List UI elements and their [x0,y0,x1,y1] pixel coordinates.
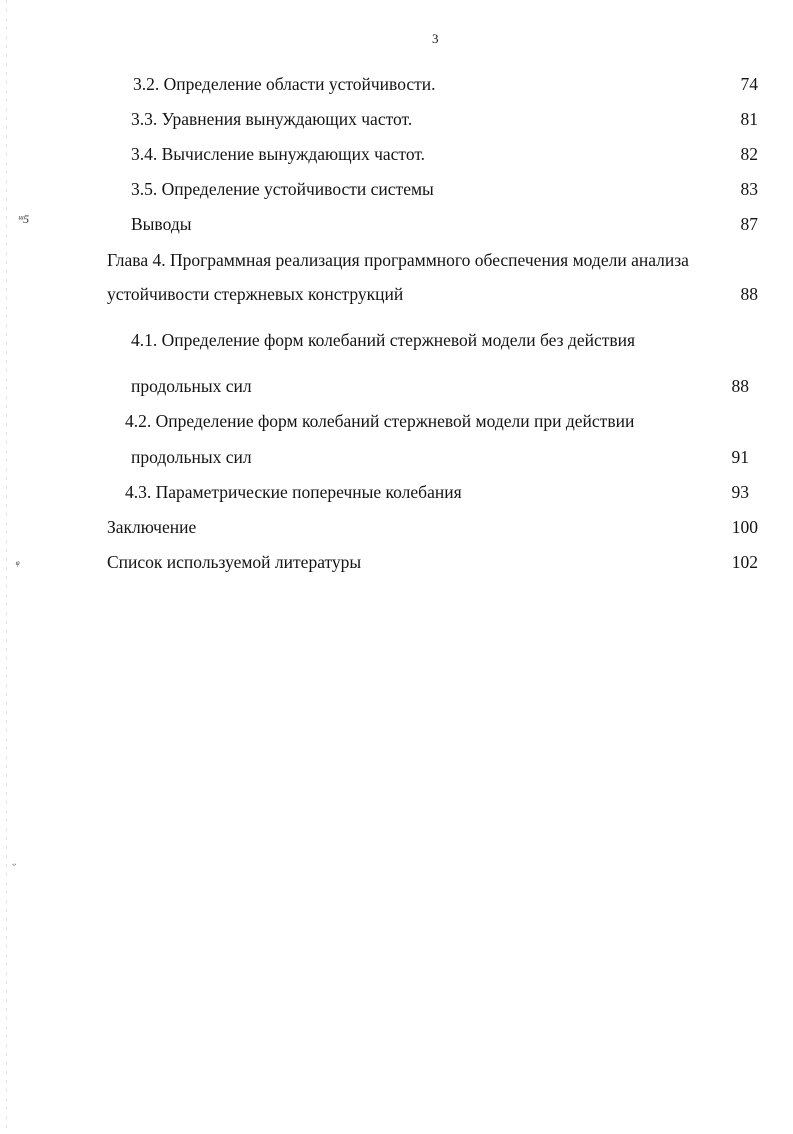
scan-artifact-mark: ᵕ [12,858,16,872]
toc-entry-title: Список используемой литературы [107,552,362,572]
toc-entry-title-line1: 4.1. Определение форм колебаний стержневой модели без действия [131,330,636,350]
toc-entry-title: 3.3. Уравнения вынуждающих частот. [131,109,413,129]
toc-entry-page: 91 [731,447,749,467]
toc-entry-page: 88 [731,376,749,396]
toc-entry-page: 83 [740,179,758,199]
page-number: 3 [432,31,439,46]
toc-entry-title-line1: 4.2. Определение форм колебаний стержневой модели при действии [125,411,635,431]
toc-entry-page: 87 [740,214,758,234]
toc-entry-page: 88 [740,284,758,304]
toc-entry-title: Заключение [107,517,197,537]
toc-entry-page: 102 [731,552,758,572]
toc-entry-page: 100 [731,517,758,537]
binding-edge [6,0,7,1134]
toc-entry-title: 3.5. Определение устойчивости системы [131,179,434,199]
toc-entry-page: 93 [731,482,749,502]
toc-entry-title-line2: продольных сил [131,447,252,467]
toc-entry-title-line2: продольных сил [131,376,252,396]
toc-entry-title-line2: устойчивости стержневых конструкций [107,284,404,304]
toc-entry-page: 81 [740,109,758,129]
toc-entry-title: 3.2. Определение области устойчивости. [133,74,436,94]
toc-entry-title-line1: Глава 4. Программная реализация программного обеспечения модели анализа [107,250,689,270]
toc-entry-title: Выводы [131,214,192,234]
toc-entry-page: 82 [740,144,758,164]
scan-artifact-mark: ᵩ [16,553,20,567]
toc-entry-title: 3.4. Вычисление вынуждающих частот. [131,144,426,164]
toc-entry-page: 74 [740,74,758,94]
scan-artifact-mark: ᵚ5 [18,212,30,226]
toc-entry-title: 4.3. Параметрические поперечные колебания [125,482,462,502]
